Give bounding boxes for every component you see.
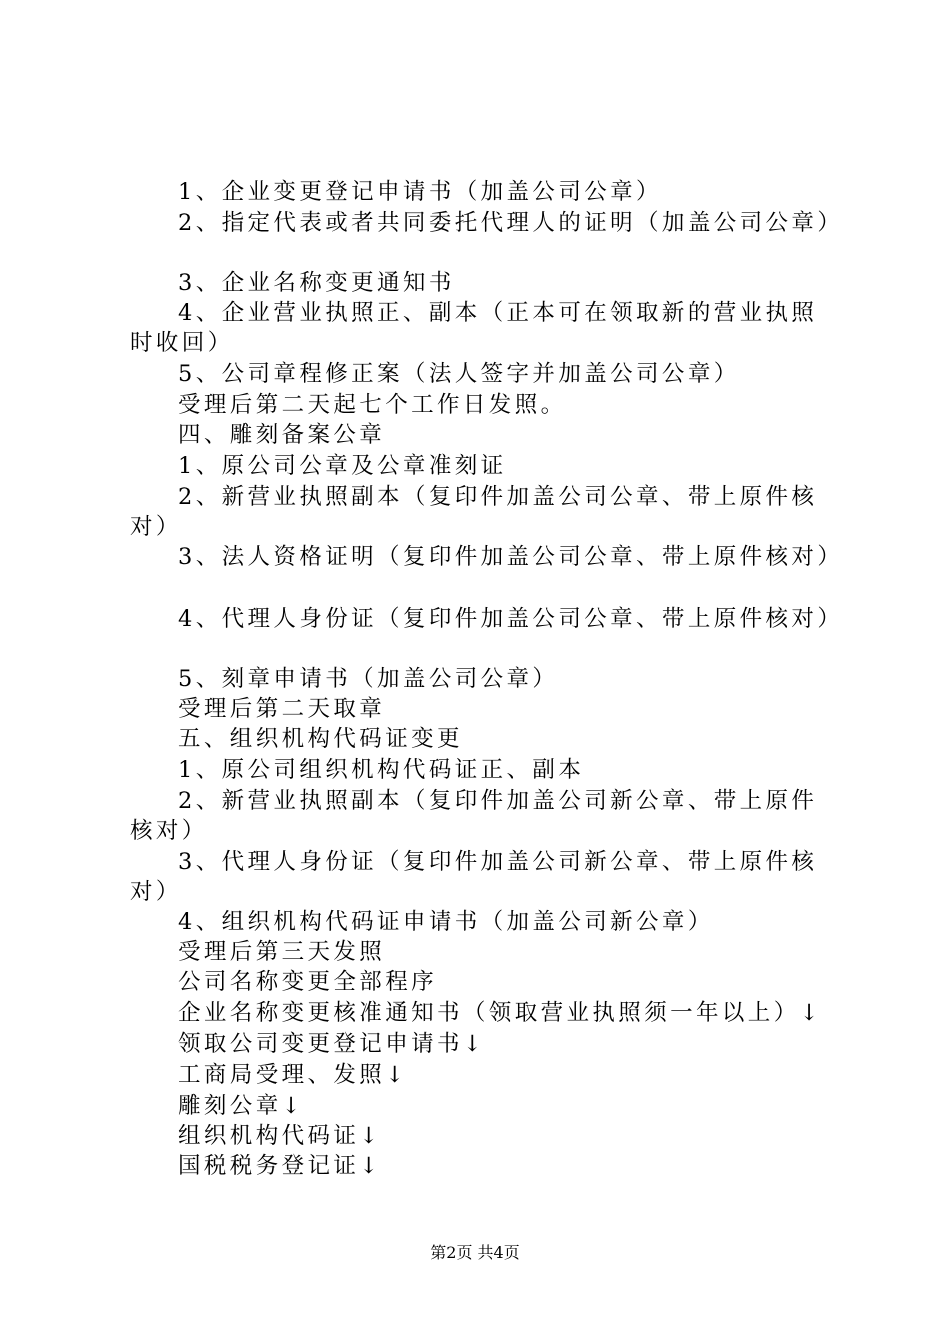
line-5: 5、公司章程修正案（法人签字并加盖公司公章） (178, 361, 740, 387)
line-13: 受理后第二天取章 (178, 696, 386, 722)
line-15: 1、原公司组织机构代码证正、副本 (178, 757, 585, 783)
line-11: 4、代理人身份证（复印件加盖公司公章、带上原件核对） (178, 606, 844, 632)
section-heading-5: 五、组织机构代码证变更 (178, 726, 463, 752)
line-26: 国税税务登记证↓ (178, 1153, 382, 1179)
line-1: 1、企业变更登记申请书（加盖公司公章） (178, 179, 662, 205)
line-18: 4、组织机构代码证申请书（加盖公司新公章） (178, 909, 714, 935)
line-19: 受理后第三天发照 (178, 939, 386, 965)
line-20: 公司名称变更全部程序 (178, 969, 438, 995)
line-21: 企业名称变更核准通知书（领取营业执照须一年以上）↓ (178, 1000, 822, 1026)
line-6: 受理后第二天起七个工作日发照。 (178, 392, 567, 418)
page-number-footer: 第2页 共4页 (430, 1243, 520, 1262)
line-9: 2、新营业执照副本（复印件加盖公司公章、带上原件核对） (130, 484, 818, 540)
line-22: 领取公司变更登记申请书↓ (178, 1031, 486, 1057)
line-12: 5、刻章申请书（加盖公司公章） (178, 666, 559, 692)
line-2: 2、指定代表或者共同委托代理人的证明（加盖公司公章） (178, 210, 844, 236)
line-10: 3、法人资格证明（复印件加盖公司公章、带上原件核对） (178, 544, 844, 570)
line-23: 工商局受理、发照↓ (178, 1062, 408, 1088)
line-24: 雕刻公章↓ (178, 1093, 304, 1119)
line-17: 3、代理人身份证（复印件加盖公司新公章、带上原件核对） (130, 849, 818, 905)
line-4: 4、企业营业执照正、副本（正本可在领取新的营业执照时收回） (130, 300, 818, 356)
line-3: 3、企业名称变更通知书 (178, 270, 455, 296)
line-25: 组织机构代码证↓ (178, 1123, 382, 1149)
line-16: 2、新营业执照副本（复印件加盖公司新公章、带上原件核对） (130, 788, 818, 844)
section-heading-4: 四、雕刻备案公章 (178, 422, 386, 448)
line-8: 1、原公司公章及公章准刻证 (178, 453, 507, 479)
